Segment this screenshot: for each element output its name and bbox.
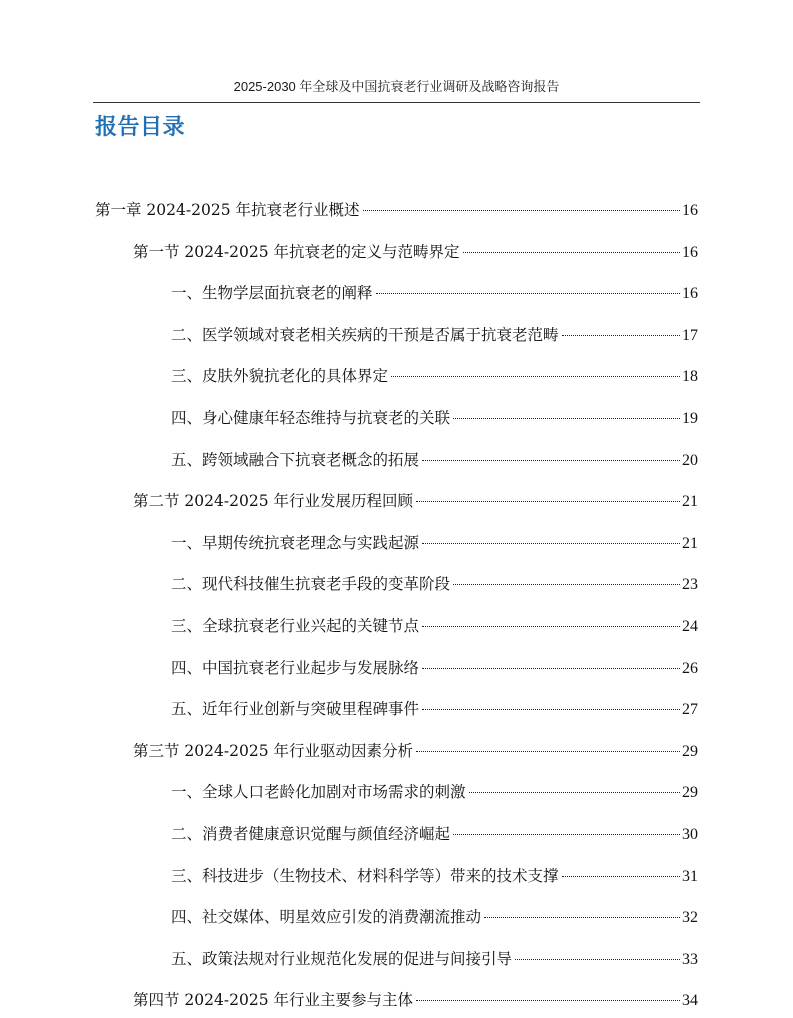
toc-entry-label: 第二节 2024-2025 年行业发展历程回顾: [133, 492, 413, 510]
toc-dot-leader: [453, 834, 680, 835]
toc-dot-leader: [562, 335, 680, 336]
toc-entry-label: 第四节 2024-2025 年行业主要参与主体: [133, 991, 413, 1009]
toc-page-number: 18: [682, 368, 698, 385]
toc-dot-leader: [453, 584, 680, 585]
toc-dot-leader: [484, 917, 680, 918]
toc-entry-label: 三、全球抗衰老行业兴起的关键节点: [171, 617, 420, 635]
toc-subsection-entry[interactable]: [171, 865, 698, 887]
toc-dot-leader: [469, 792, 680, 793]
toc-page-number: 19: [682, 410, 698, 427]
toc-section-entry[interactable]: [133, 989, 698, 1011]
toc-section-entry[interactable]: [133, 241, 698, 263]
toc-subsection-entry[interactable]: [171, 324, 698, 346]
toc-entry-label: 第三节 2024-2025 年行业驱动因素分析: [133, 742, 413, 760]
toc-page-number: 29: [682, 743, 698, 760]
toc-entry-label: 四、社交媒体、明星效应引发的消费潮流推动: [171, 908, 482, 926]
toc-entry-label: 五、近年行业创新与突破里程碑事件: [171, 700, 420, 718]
toc-dot-leader: [363, 210, 681, 211]
toc-dot-leader: [416, 751, 680, 752]
toc-dot-leader: [463, 252, 681, 253]
toc-entry-label: 一、早期传统抗衰老理念与实践起源: [171, 534, 420, 552]
toc-dot-leader: [416, 1000, 680, 1001]
toc-page-number: 21: [682, 535, 698, 552]
toc-dot-leader: [422, 460, 680, 461]
toc-dot-leader: [416, 501, 680, 502]
toc-page-number: 27: [682, 701, 698, 718]
toc-subsection-entry[interactable]: [171, 282, 698, 304]
toc-dot-leader: [422, 543, 680, 544]
toc-subsection-entry[interactable]: [171, 698, 698, 720]
toc-subsection-entry[interactable]: [171, 573, 698, 595]
toc-page-number: 21: [682, 493, 698, 510]
toc-page-number: 29: [682, 784, 698, 801]
toc-entry-label: 五、跨领域融合下抗衰老概念的拓展: [171, 451, 420, 469]
toc-entry-label: 三、科技进步（生物技术、材料科学等）带来的技术支撑: [171, 867, 559, 885]
toc-subsection-entry[interactable]: [171, 906, 698, 928]
toc-page-number: 31: [682, 868, 698, 885]
toc-dot-leader: [391, 376, 680, 377]
toc-subsection-entry[interactable]: [171, 657, 698, 679]
toc-dot-leader: [453, 418, 680, 419]
toc-dot-leader: [562, 876, 680, 877]
toc-page-number: 34: [682, 992, 698, 1009]
toc-section-entry[interactable]: [133, 740, 698, 762]
toc-entry-label: 第一章 2024-2025 年抗衰老行业概述: [95, 201, 360, 219]
toc-page-number: 32: [682, 909, 698, 926]
toc-entry-label: 一、全球人口老龄化加剧对市场需求的刺激: [171, 783, 466, 801]
toc-entry-label: 第一节 2024-2025 年抗衰老的定义与范畴界定: [133, 243, 460, 261]
toc-subsection-entry[interactable]: [171, 449, 698, 471]
toc-entry-label: 三、皮肤外貌抗老化的具体界定: [171, 367, 389, 385]
toc-page-number: 16: [682, 285, 698, 302]
toc-section-entry[interactable]: [133, 490, 698, 512]
toc-page-number: 17: [682, 327, 698, 344]
running-header: 2025-2030 年全球及中国抗衰老行业调研及战略咨询报告: [233, 79, 560, 94]
toc-page-number: 23: [682, 576, 698, 593]
toc-subsection-entry[interactable]: [171, 615, 698, 637]
toc-page-number: 16: [682, 244, 698, 261]
toc-entry-label: 五、政策法规对行业规范化发展的促进与间接引导: [171, 950, 513, 968]
toc-page-number: 24: [682, 618, 698, 635]
toc-dot-leader: [422, 668, 680, 669]
toc-page-number: 26: [682, 660, 698, 677]
toc-entry-label: 二、消费者健康意识觉醒与颜值经济崛起: [171, 825, 451, 843]
toc-entry-label: 二、医学领域对衰老相关疾病的干预是否属于抗衰老范畴: [171, 326, 559, 344]
toc-subsection-entry[interactable]: [171, 781, 698, 803]
toc-dot-leader: [422, 626, 680, 627]
toc-entry-label: 二、现代科技催生抗衰老手段的变革阶段: [171, 575, 451, 593]
toc-entry-label: 四、身心健康年轻态维持与抗衰老的关联: [171, 409, 451, 427]
toc-page-number: 33: [682, 951, 698, 968]
toc-entry-label: 一、生物学层面抗衰老的阐释: [171, 284, 373, 302]
toc-subsection-entry[interactable]: [171, 948, 698, 970]
report-toc-title: 报告目录: [95, 115, 186, 140]
toc-subsection-entry[interactable]: [171, 407, 698, 429]
toc-page-number: 16: [682, 202, 698, 219]
toc-subsection-entry[interactable]: [171, 532, 698, 554]
toc-subsection-entry[interactable]: [171, 365, 698, 387]
toc-page-number: 20: [682, 452, 698, 469]
toc-dot-leader: [515, 959, 680, 960]
toc-chapter-entry[interactable]: [95, 199, 698, 221]
toc-entry-label: 四、中国抗衰老行业起步与发展脉络: [171, 659, 420, 677]
toc-dot-leader: [422, 709, 680, 710]
toc-subsection-entry[interactable]: [171, 823, 698, 845]
toc-dot-leader: [376, 293, 680, 294]
toc-page-number: 30: [682, 826, 698, 843]
